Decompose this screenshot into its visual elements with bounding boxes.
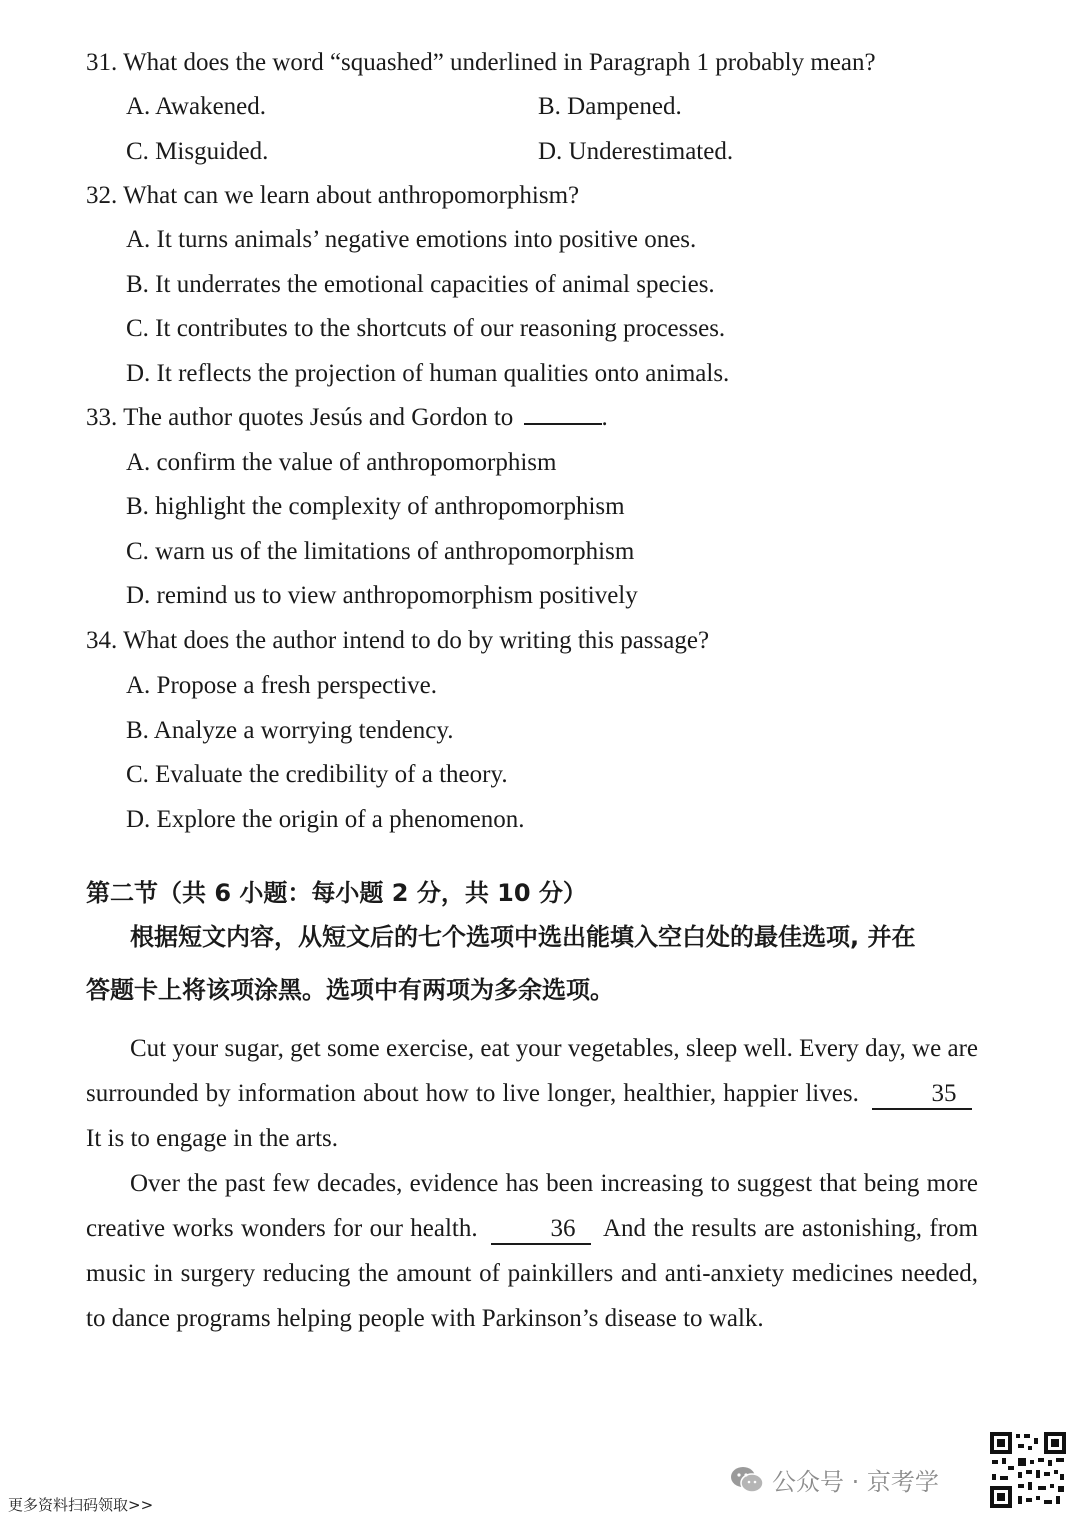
- wechat-account: [730, 1462, 939, 1497]
- question-31-stem: [86, 48, 876, 78]
- answer-blank: [524, 403, 602, 425]
- question-33-stem: [86, 403, 608, 433]
- paragraph-text: Cut your sugar, get some exercise, eat your vegetables, sleep well. Every day, we are surrounded by information about how to live longer, healthier, happier lives.: [86, 1035, 978, 1107]
- q32-option-b: B. It underrates the emotional capacities of animal species.: [126, 271, 715, 298]
- question-34-stem: [86, 626, 709, 656]
- question-text: What does the word “squashed” underlined in Paragraph 1 probably mean?: [123, 49, 876, 76]
- wechat-icon: [730, 1466, 764, 1494]
- section-instruction-line-1: 根据短文内容，从短文后的七个选项中选出能填入空白处的最佳选项, 并在: [130, 923, 916, 951]
- question-number: 33.: [86, 404, 118, 431]
- q34-option-d: D. Explore the origin of a phenomenon.: [126, 806, 525, 833]
- q31-option-b: B. Dampened.: [538, 93, 682, 120]
- question-text: What can we learn about anthropomorphism?: [123, 182, 580, 209]
- footer-promo-text: 更多资料扫码领取>>: [8, 1496, 154, 1514]
- section-title: 第二节（共 6 小题：每小题 2 分，共 10 分）: [86, 879, 587, 907]
- q34-option-a: A. Propose a fresh perspective.: [126, 672, 438, 699]
- q31-option-d: D. Underestimated.: [538, 138, 734, 165]
- q32-option-a: A. It turns animals’ negative emotions into positive ones.: [126, 226, 697, 253]
- qr-code-icon[interactable]: [988, 1430, 1068, 1510]
- q31-option-c: C. Misguided.: [126, 138, 269, 165]
- passage-paragraph-2: [86, 1161, 978, 1341]
- q33-option-d: D. remind us to view anthropomorphism positively: [126, 582, 638, 609]
- paragraph-text: Over the past few decades, evidence has been increasing to suggest that being more creative works wonders for our health.: [86, 1170, 978, 1242]
- question-number: 31.: [86, 49, 118, 76]
- q32-option-c: C. It contributes to the shortcuts of our reasoning processes.: [126, 315, 726, 342]
- paragraph-text: It is to engage in the arts.: [86, 1125, 339, 1152]
- question-end-punct: .: [601, 404, 608, 431]
- paragraph-text: And the results are astonishing, from music in surgery reducing the amount of painkillers and anti-anxiety medicines needed, to dance programs helping people with Parkinson’s disease to walk.: [86, 1215, 979, 1332]
- wechat-account-name: 公众号 · 京考学: [772, 1468, 939, 1496]
- question-text: The author quotes Jesús and Gordon to: [123, 404, 514, 431]
- question-number: 32.: [86, 182, 118, 209]
- passage-paragraph-1: [86, 1026, 978, 1161]
- q31-option-a: A. Awakened.: [126, 93, 267, 120]
- q33-option-a: A. confirm the value of anthropomorphism: [126, 449, 557, 476]
- q32-option-d: D. It reflects the projection of human qualities onto animals.: [126, 360, 730, 387]
- question-number: 34.: [86, 627, 118, 654]
- blank-35: 35: [872, 1080, 972, 1110]
- blank-36: 36: [491, 1215, 591, 1245]
- question-32-stem: [86, 181, 579, 211]
- section-instruction-line-2: 答题卡上将该项涂黑。选项中有两项为多余选项。: [86, 976, 614, 1004]
- q33-option-c: C. warn us of the limitations of anthropomorphism: [126, 538, 635, 565]
- q34-option-c: C. Evaluate the credibility of a theory.: [126, 761, 508, 788]
- q34-option-b: B. Analyze a worrying tendency.: [126, 717, 454, 744]
- q33-option-b: B. highlight the complexity of anthropomorphism: [126, 493, 625, 520]
- question-text: What does the author intend to do by writing this passage?: [123, 627, 710, 654]
